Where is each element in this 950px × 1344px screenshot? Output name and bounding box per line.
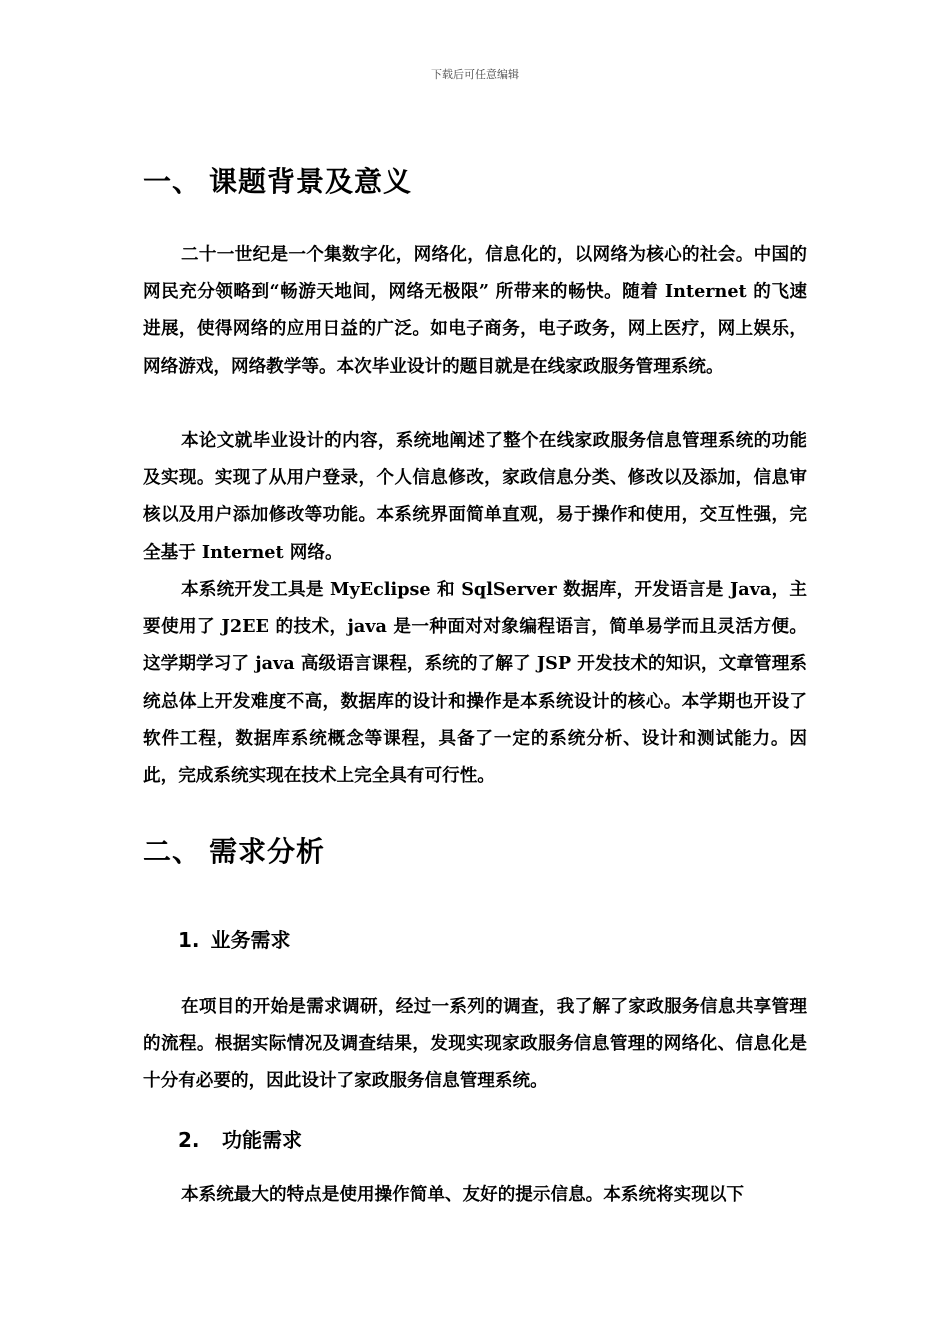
body-paragraph: 本系统最大的特点是使用操作简单、友好的提示信息。本系统将实现以下	[181, 1184, 745, 1205]
subsection-number: 2.	[178, 1128, 200, 1152]
body-paragraph: 本系统开发工具是 MyEclipse 和 SqlServer 数据库，开发语言是 Java，主要使用了 J2EE 的技术，java 是一种面对对象编程语言，简单易学而且灵活方便。这学期学习了 java 高级语言课程，系统的了解了 JSP 开发技术的知识，文章管理系统总体上开发难度不高，数据库的设计和操作是本系统设计的核心。本学期也开设了软件工程，数据库系统概念等课程，具备了一定的系统分析、设计和测试能力。因此，完成系统实现在技术上完全具有可行性。	[143, 579, 807, 787]
subsection-heading-2	[178, 1124, 302, 1153]
section-number: 二、	[143, 835, 202, 868]
section-number: 一、	[143, 165, 202, 198]
section-heading-2	[143, 830, 325, 870]
section-title: 课题背景及意义	[209, 165, 413, 198]
subsection-title: 功能需求	[222, 1128, 302, 1152]
body-paragraph: 本论文就毕业设计的内容，系统地阐述了整个在线家政服务信息管理系统的功能及实现。实现了从用户登录，个人信息修改，家政信息分类、修改以及添加，信息审核以及用户添加修改等功能。本系统界面简单直观，易于操作和使用，交互性强，完全基于 Internet 网络。	[143, 430, 807, 563]
subsection-heading-1	[178, 924, 290, 953]
section-heading-1	[143, 160, 412, 200]
page-header: 下载后可任意编辑	[431, 68, 519, 81]
section-title: 需求分析	[209, 835, 326, 868]
body-paragraph: 在项目的开始是需求调研，经过一系列的调查，我了解了家政服务信息共享管理的流程。根据实际情况及调查结果，发现实现家政服务信息管理的网络化、信息化是十分有必要的，因此设计了家政服务信息管理系统。	[143, 996, 807, 1092]
body-paragraph: 二十一世纪是一个集数字化，网络化，信息化的，以网络为核心的社会。中国的网民充分领略到“畅游天地间，网络无极限” 所带来的畅快。随着 Internet 的飞速进展，使得网络的应用日益的广泛。如电子商务，电子政务，网上医疗，网上娱乐，网络游戏，网络教学等。本次毕业设计的题目就是在线家政服务管理系统。	[143, 244, 807, 377]
subsection-number: 1.	[178, 928, 200, 952]
subsection-title: 业务需求	[210, 928, 291, 952]
